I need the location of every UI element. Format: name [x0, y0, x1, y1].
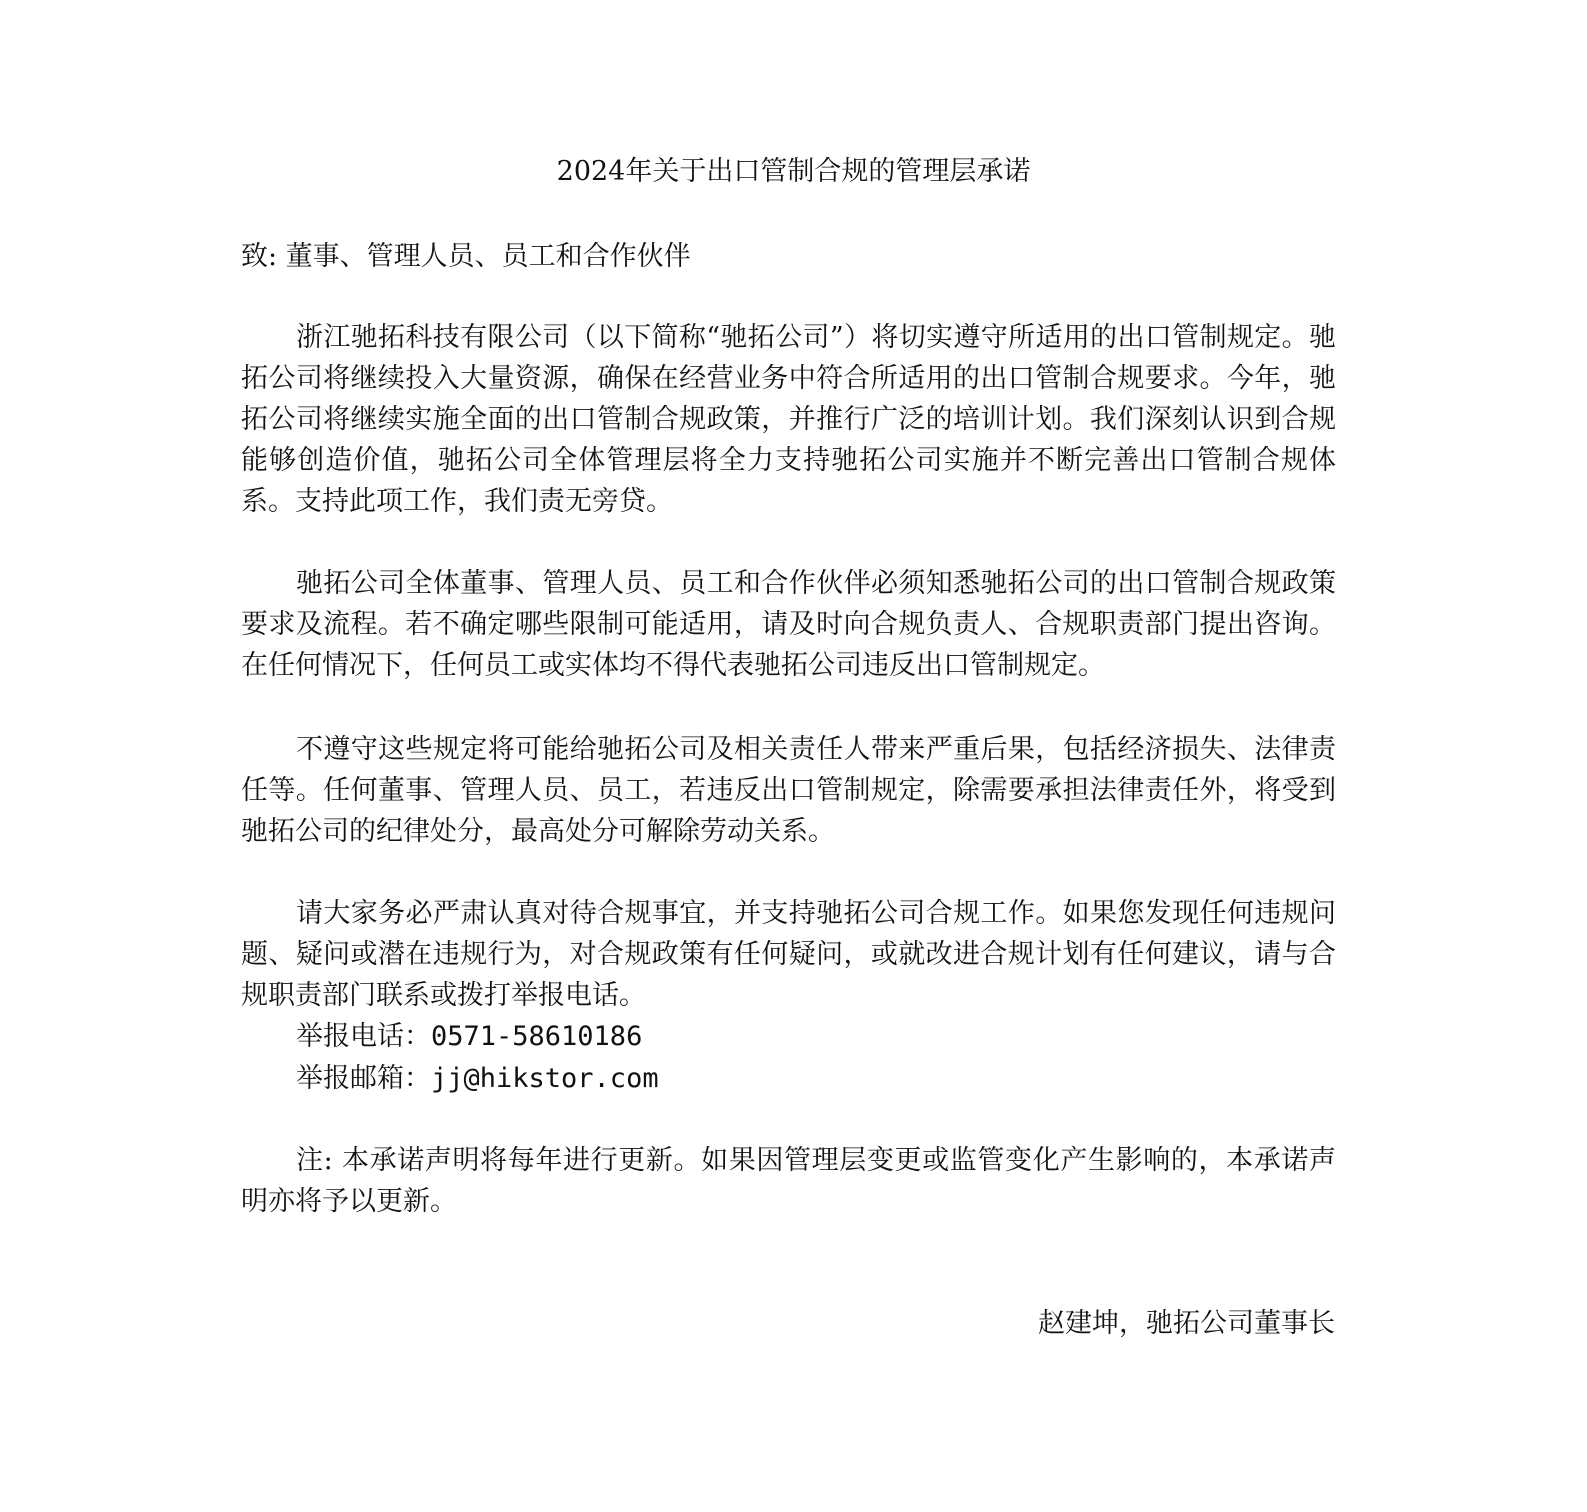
report-phone-number: 0571-58610186: [431, 1021, 643, 1052]
paragraph-consequences: 不遵守这些规定将可能给驰拓公司及相关责任人带来严重后果，包括经济损失、法律责任等。任何董事、管理人员、员工，若违反出口管制规定，除需要承担法律责任外，将受到驰拓公司的纪律处分，最高处分可解除劳动关系。: [241, 734, 1336, 847]
report-phone-line: [296, 1016, 642, 1057]
update-note: 注: 本承诺声明将每年进行更新。如果因管理层变更或监管变化产生影响的，本承诺声明亦将予以更新。: [241, 1145, 1336, 1217]
signature: 赵建坤，驰拓公司董事长: [1038, 1308, 1335, 1339]
document-title: 2024年关于出口管制合规的管理层承诺: [556, 156, 1031, 187]
salutation: 致: 董事、管理人员、员工和合作伙伴: [241, 241, 691, 272]
report-phone-label: 举报电话：: [296, 1021, 431, 1052]
paragraph-commitment: 浙江驰拓科技有限公司（以下简称“驰拓公司”）将切实遵守所适用的出口管制规定。驰拓公司将继续投入大量资源，确保在经营业务中符合所适用的出口管制合规要求。今年，驰拓公司将继续实施全面的出口管制合规政策，并推行广泛的培训计划。我们深刻认识到合规能够创造价值，驰拓公司全体管理层将全力支持驰拓公司实施并不断完善出口管制合规体系。支持此项工作，我们责无旁贷。: [241, 322, 1336, 517]
paragraph-awareness: 驰拓公司全体董事、管理人员、员工和合作伙伴必须知悉驰拓公司的出口管制合规政策要求及流程。若不确定哪些限制可能适用，请及时向合规负责人、合规职责部门提出咨询。在任何情况下，任何员工或实体均不得代表驰拓公司违反出口管制规定。: [241, 568, 1336, 681]
report-email-label: 举报邮箱：: [296, 1063, 431, 1094]
paragraph-reporting: 请大家务必严肃认真对待合规事宜，并支持驰拓公司合规工作。如果您发现任何违规问题、疑问或潜在违规行为，对合规政策有任何疑问，或就改进合规计划有任何建议，请与合规职责部门联系或拨打举报电话。: [241, 898, 1336, 1011]
report-email-address: jj@hikstor.com: [431, 1063, 659, 1094]
report-email-line: [296, 1058, 659, 1099]
